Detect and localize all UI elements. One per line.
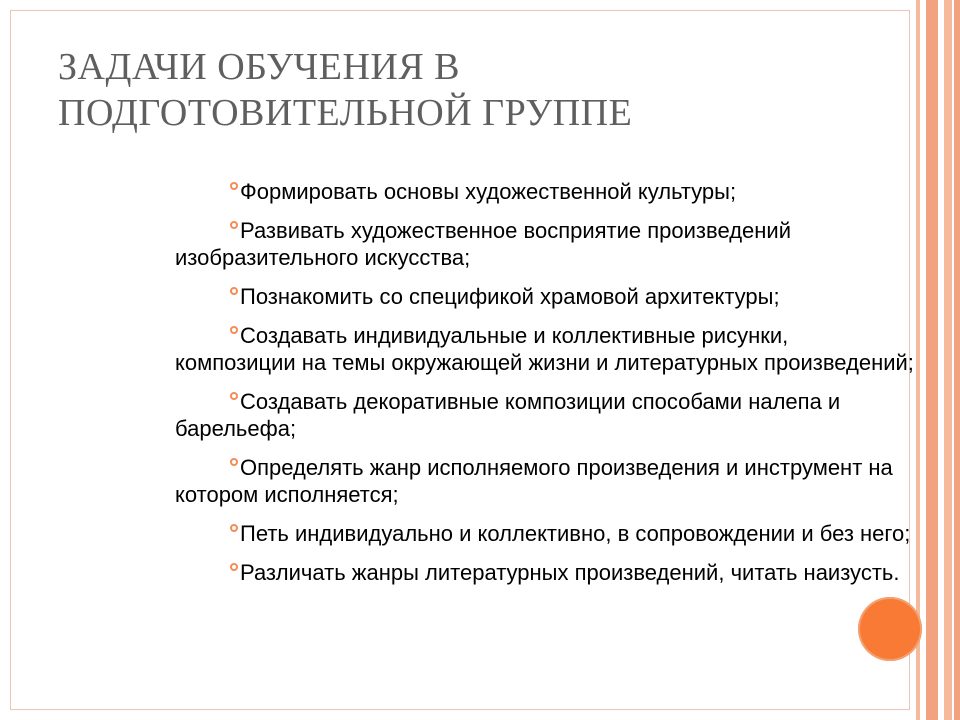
decorative-circle	[858, 597, 922, 661]
list-item-text: Формировать основы художественной культуры;	[240, 179, 737, 204]
bullet-icon	[230, 287, 238, 295]
list-item	[175, 559, 915, 586]
stripe	[922, 0, 924, 720]
bullet-icon	[230, 221, 238, 229]
decorative-stripes	[916, 0, 960, 720]
list-item	[175, 217, 915, 271]
stripe	[940, 0, 942, 720]
list-item-text: Развивать художественное восприятие произведений изобразительного искусства;	[175, 218, 792, 270]
list-item-text: Создавать индивидуальные и коллективные рисунки, композиции на темы окружающей жизни и литературных произведений;	[175, 323, 914, 375]
list-item	[175, 388, 915, 442]
bullet-icon	[230, 563, 238, 571]
bullet-icon	[230, 524, 238, 532]
list-item-text: Различать жанры литературных произведений, читать наизусть.	[240, 560, 900, 585]
stripe	[926, 0, 938, 720]
bullet-icon	[230, 326, 238, 334]
list-item	[175, 520, 915, 547]
bullet-icon	[230, 392, 238, 400]
bullet-icon	[230, 182, 238, 190]
list-item-text: Создавать декоративные композиции способами налепа и барельефа;	[175, 389, 841, 441]
list-item	[175, 178, 915, 205]
task-list	[175, 178, 915, 598]
list-item-text: Определять жанр исполняемого произведения и инструмент на котором исполняется;	[175, 455, 893, 507]
list-item	[175, 322, 915, 376]
list-item-text: Петь индивидуально и коллективно, в сопровождении и без него;	[240, 521, 911, 546]
list-item	[175, 454, 915, 508]
stripe	[954, 0, 960, 720]
slide-title: ЗАДАЧИ ОБУЧЕНИЯ В ПОДГОТОВИТЕЛЬНОЙ ГРУППЕ	[58, 46, 633, 134]
stripe	[944, 0, 952, 720]
list-item-text: Познакомить со спецификой храмовой архитектуры;	[240, 284, 780, 309]
bullet-icon	[230, 458, 238, 466]
list-item	[175, 283, 915, 310]
